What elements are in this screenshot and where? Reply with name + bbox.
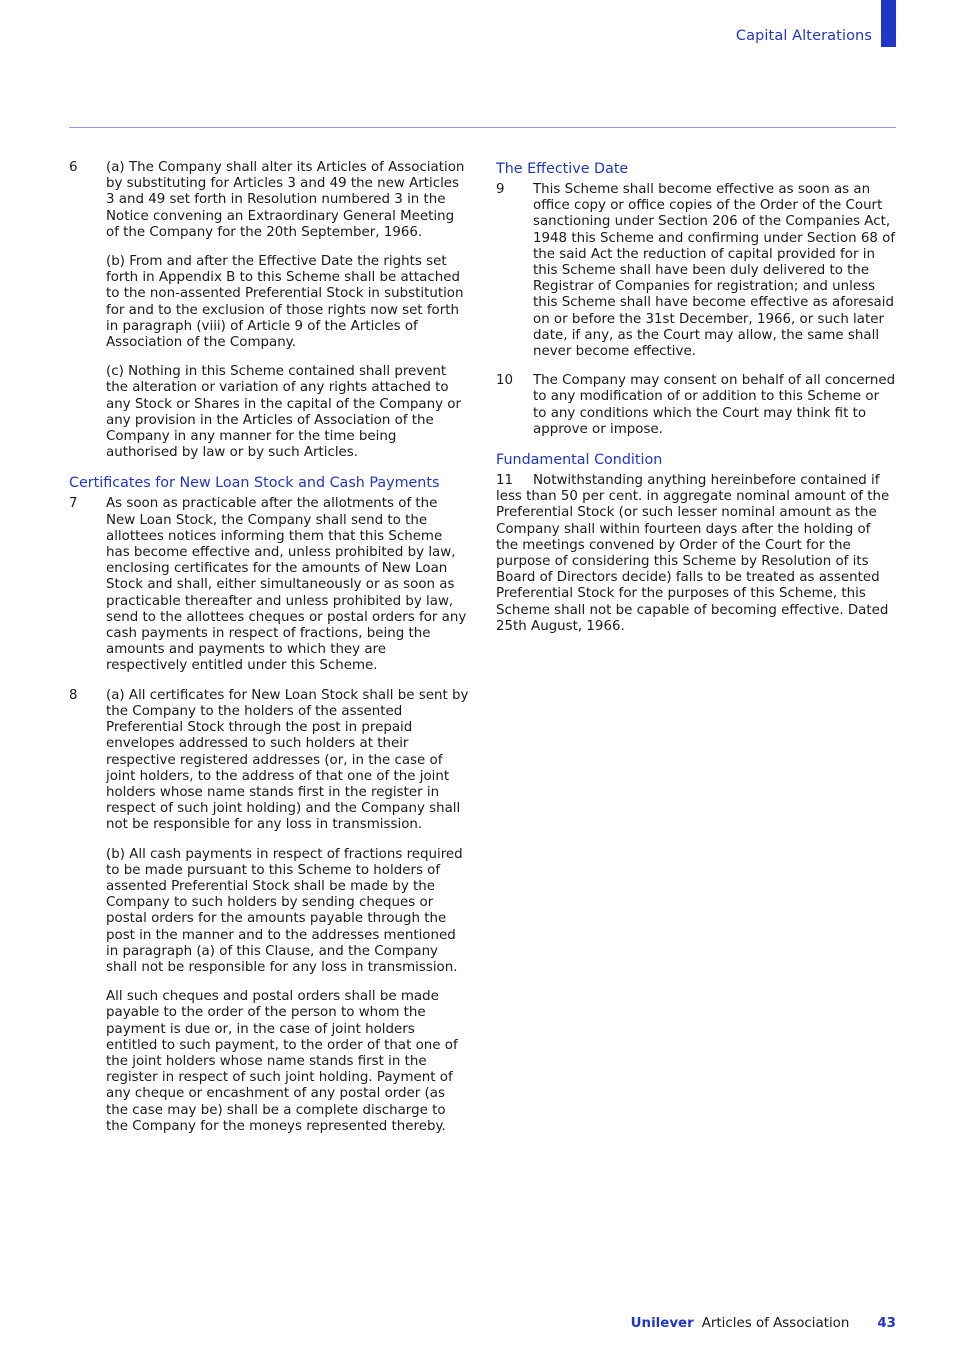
clause-11 — [496, 473, 896, 635]
clause-number: 10 — [496, 373, 514, 389]
clause-6c-text: (c) Nothing in this Scheme contained shall prevent the alteration or variation of any rights attached to any Stock or Shares in the capital of the Company or any provision in the Articles of Association of the Company in any manner for the time being authorised by law or by such Articles. — [106, 364, 461, 461]
clause-number: 7 — [69, 496, 78, 512]
clause-content — [106, 688, 470, 1135]
clause-content — [533, 373, 896, 438]
clause-7-text: As soon as practicable after the allotments of the New Loan Stock, the Company shall send to the allottees notices informing them that this Scheme has become effective and, unless prohibited by law, enclosing certificates for the amounts of New Loan Stock and shall, either simultaneously or as soon as practicable thereafter and unless prohibited by law, send to the allottees cheques or postal orders for any cash payments in respect of fractions, being the amounts and payments to which they are respectively entitled under this Scheme. — [106, 496, 467, 674]
clause-6a-text: (a) The Company shall alter its Articles of Association by substituting for Articles 3 and 49 the new Articles 3 and 49 set forth in Resolution numbered 3 in the Notice convening an Extraordinary General Meeting of the Company for the 20th September, 1966. — [106, 160, 465, 240]
clause-11-text: Notwithstanding anything hereinbefore contained if less than 50 per cent. in aggregate nominal amount of the Preferential Stock (or such lesser nominal amount as the Company shall within fourteen days after the holding of the meetings convened by Order of the Court for the purpose of considering this Scheme by Resolution of its Board of Directors decide) falls to be treated as assented Preferential Stock for the purposes of this Scheme, this Scheme shall not be capable of becoming effective. Dated 25th August, 1966. — [496, 473, 890, 634]
header-accent-bar — [881, 0, 896, 47]
clause-content — [106, 160, 470, 461]
clause-8b-text: (b) All cash payments in respect of fractions required to be made pursuant to this Scheme to holders of assented Preferential Stock shall be made by the Company to such holders by sending cheques or postal orders for the amounts payable through the post in the manner and to the addresses mentioned in paragraph (a) of this Clause, and the Company shall not be responsible for any loss in transmission. — [106, 846, 463, 975]
page-number: 43 — [877, 1316, 896, 1331]
footer-document-title: Articles of Association — [701, 1316, 850, 1331]
clause-8 — [69, 688, 470, 1135]
page-footer — [631, 1316, 896, 1331]
clause-10-text: The Company may consent on behalf of all concerned to any modification of or addition to this Scheme or to any conditions which the Court may think fit to approve or impose. — [533, 373, 896, 437]
clause-8a-text: (a) All certificates for New Loan Stock shall be sent by the Company to the holders of the assented Preferential Stock through the post in prepaid envelopes addressed to such holders at their respective registered addresses (or, in the case of joint holders, to the address of that one of the joint holders whose name stands first in the register in respect of such joint holding) and the Company shall not be responsible for any loss in transmission. — [106, 687, 469, 833]
footer-brand: Unilever — [630, 1316, 694, 1331]
clause-10 — [496, 373, 896, 438]
right-column — [496, 160, 896, 635]
clause-number: 9 — [496, 182, 505, 197]
clause-content — [106, 496, 470, 674]
clause-9-text: This Scheme shall become effective as soon as an office copy or office copies of the Order of the Court sanctioning under Section 206 of the Companies Act, 1948 this Scheme and confirming under Section 68 of the said Act the reduction of capital provided for in this Scheme shall have been duly delivered to the Registrar of Companies for registration; and unless this Scheme shall have become effective as aforesaid on or before the 31st December, 1966, or such later date, if any, as the Court may allow, the same shall never become effective. — [533, 182, 896, 360]
clause-7 — [69, 496, 470, 674]
section-heading-effective-date: The Effective Date — [496, 161, 629, 177]
section-heading-certificates: Certificates for New Loan Stock and Cash Payments — [69, 475, 440, 492]
clause-content — [533, 182, 896, 360]
section-heading-fundamental-condition: Fundamental Condition — [496, 452, 663, 469]
clause-6 — [69, 160, 470, 461]
page-header-title: Capital Alterations — [735, 28, 872, 44]
header-divider — [69, 127, 896, 128]
clause-9 — [496, 182, 896, 360]
clause-8c-text: All such cheques and postal orders shall be made payable to the order of the person to whom the payment is due or, in the case of joint holders entitled to such payment, to the order of that one of the joint holders whose name stands first in the register in respect of such joint holding. Payment of any cheque or encashment of any postal order (as the case may be) shall be a complete discharge to the Company for the moneys represented thereby. — [106, 989, 458, 1134]
clause-number: 11 — [496, 473, 514, 489]
clause-6b-text: (b) From and after the Effective Date the rights set forth in Appendix B to this Scheme shall be attached to the non-assented Preferential Stock in substitution for and to the exclusion of those rights now set forth in paragraph (viii) of Article 9 of the Articles of Association of the Company. — [106, 254, 464, 351]
left-column — [69, 160, 470, 1148]
clause-number: 6 — [69, 160, 78, 175]
clause-number: 8 — [69, 687, 78, 703]
